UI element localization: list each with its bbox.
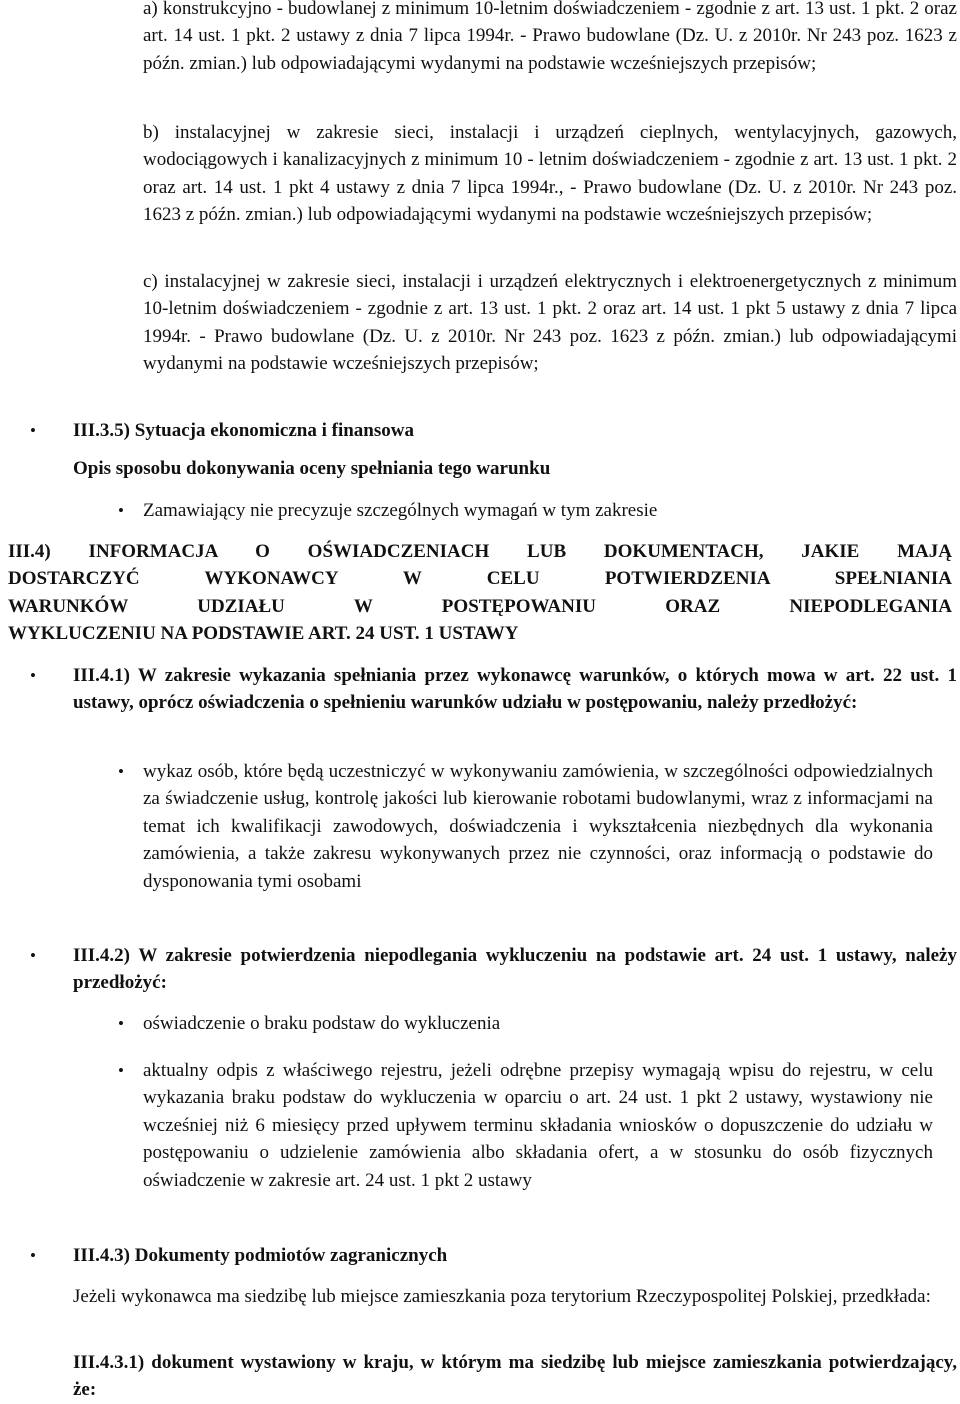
section-heading-34 [8,538,952,648]
paragraph-b: b) instalacyjnej w zakresie sieci, instalacji i urządzeń cieplnych, wentylacyjnych, gazowych, wodociągowych i kanalizacyjnych z minimum 10 - letnim doświadczeniem - zgodnie z art. 13 ust. 1 pkt. 2 oraz art. 14 ust. 1 pkt 4 ustawy z dnia 7 lipca 1994r., - Prawo budowlane (Dz. U. z 2010r. Nr 243 poz. 1623 z późn. zmian.) lub odpowiadającymi wydanymi na podstawie wcześniejszych przepisów; [143,122,957,226]
section-title-335: III.3.5) Sytuacja ekonomiczna i finansowa [73,420,414,441]
bullet-icon: • [118,762,124,781]
heading-line: III.4) INFORMACJA O OŚWIADCZENIACH LUB DOKUMENTACH, JAKIE MAJĄ [8,541,952,562]
list-item-341: wykaz osób, które będą uczestniczyć w wykonywaniu zamówienia, w szczególności odpowiedzialnych za świadczenie usług, kontrolę jakości lub kierowanie robotami budowlanymi, wraz z informacjami na temat ich kwalifikacji zawodowych, doświadczenia i wykształcenia niezbędnych dla wykonania zamówienia, a także zakresu wykonywanych przez nie czynności, oraz informacją o podstawie do dysponowania tymi osobami [143,761,933,892]
heading-line: WYKLUCZENIU NA PODSTAWIE ART. 24 UST. 1 USTAWY [8,623,519,645]
section-title-342: III.4.2) W zakresie potwierdzenia niepodlegania wykluczeniu na podstawie art. 24 ust. 1 ustawy, należy przedłożyć: [73,945,957,994]
section-title-3431: III.4.3.1) dokument wystawiony w kraju, w którym ma siedzibę lub miejsce zamieszkania potwierdzający, że: [73,1352,957,1401]
bullet-icon: • [30,666,36,685]
list-item-342-2: aktualny odpis z właściwego rejestru, jeżeli odrębne przepisy wymagają wpisu do rejestru, w celu wykazania braku podstaw do wykluczenia w oparciu o art. 24 ust. 1 pkt 2 ustawy, wystawiony nie wcześniej niż 6 miesięcy przed upływem terminu składania wniosków o dopuszczenie do udziału w postępowaniu o udzielenie zamówienia albo składania ofert, a w stosunku do osób fizycznych oświadczenie w zakresie art. 24 ust. 1 pkt 2 ustawy [143,1060,933,1191]
bullet-icon: • [30,946,36,965]
section-body-343: Jeżeli wykonawca ma siedzibę lub miejsce zamieszkania poza terytorium Rzeczypospolitej Polskiej, przedkłada: [73,1286,931,1307]
heading-line: WARUNKÓW UDZIAŁU W POSTĘPOWANIU ORAZ NIEPODLEGANIA [8,595,952,617]
section-subtitle-335: Opis sposobu dokonywania oceny spełniania tego warunku [73,458,551,479]
heading-line: DOSTARCZYĆ WYKONAWCY W CELU POTWIERDZENIA SPEŁNIANIA [8,568,952,590]
bullet-icon: • [118,501,124,520]
bullet-icon: • [118,1014,124,1033]
section-title-341: III.4.1) W zakresie wykazania spełniania przez wykonawcę warunków, o których mowa w art. 22 ust. 1 ustawy, oprócz oświadczenia o spełnieniu warunków udziału w postępowaniu, należy przedłożyć: [73,665,957,714]
section-title-343: III.4.3) Dokumenty podmiotów zagranicznych [73,1245,448,1266]
paragraph-c: c) instalacyjnej w zakresie sieci, instalacji i urządzeń elektrycznych i elektroenergetycznych z minimum 10-letnim doświadczeniem - zgodnie z art. 13 ust. 1 pkt. 2 oraz art. 14 ust. 1 pkt 5 ustawy z dnia 7 lipca 1994r. - Prawo budowlane (Dz. U. z 2010r. Nr 243 poz. 1623 z późn. zmian.) lub odpowiadającymi wydanymi na podstawie wcześniejszych przepisów; [143,271,957,375]
list-item-335: Zamawiający nie precyzuje szczególnych wymagań w tym zakresie [143,500,658,521]
bullet-icon: • [30,1246,36,1265]
list-item-342-1: oświadczenie o braku podstaw do wykluczenia [143,1013,501,1034]
bullet-icon: • [118,1061,124,1080]
paragraph-a: a) konstrukcyjno - budowlanej z minimum 10-letnim doświadczeniem - zgodnie z art. 13 ust. 1 pkt. 2 oraz art. 14 ust. 1 pkt. 2 ustawy z dnia 7 lipca 1994r. - Prawo budowlane (Dz. U. z 2010r. Nr 243 poz. 1623 z późn. zmian.) lub odpowiadającymi wydanymi na podstawie wcześniejszych przepisów; [143,0,957,74]
bullet-icon: • [30,421,36,440]
